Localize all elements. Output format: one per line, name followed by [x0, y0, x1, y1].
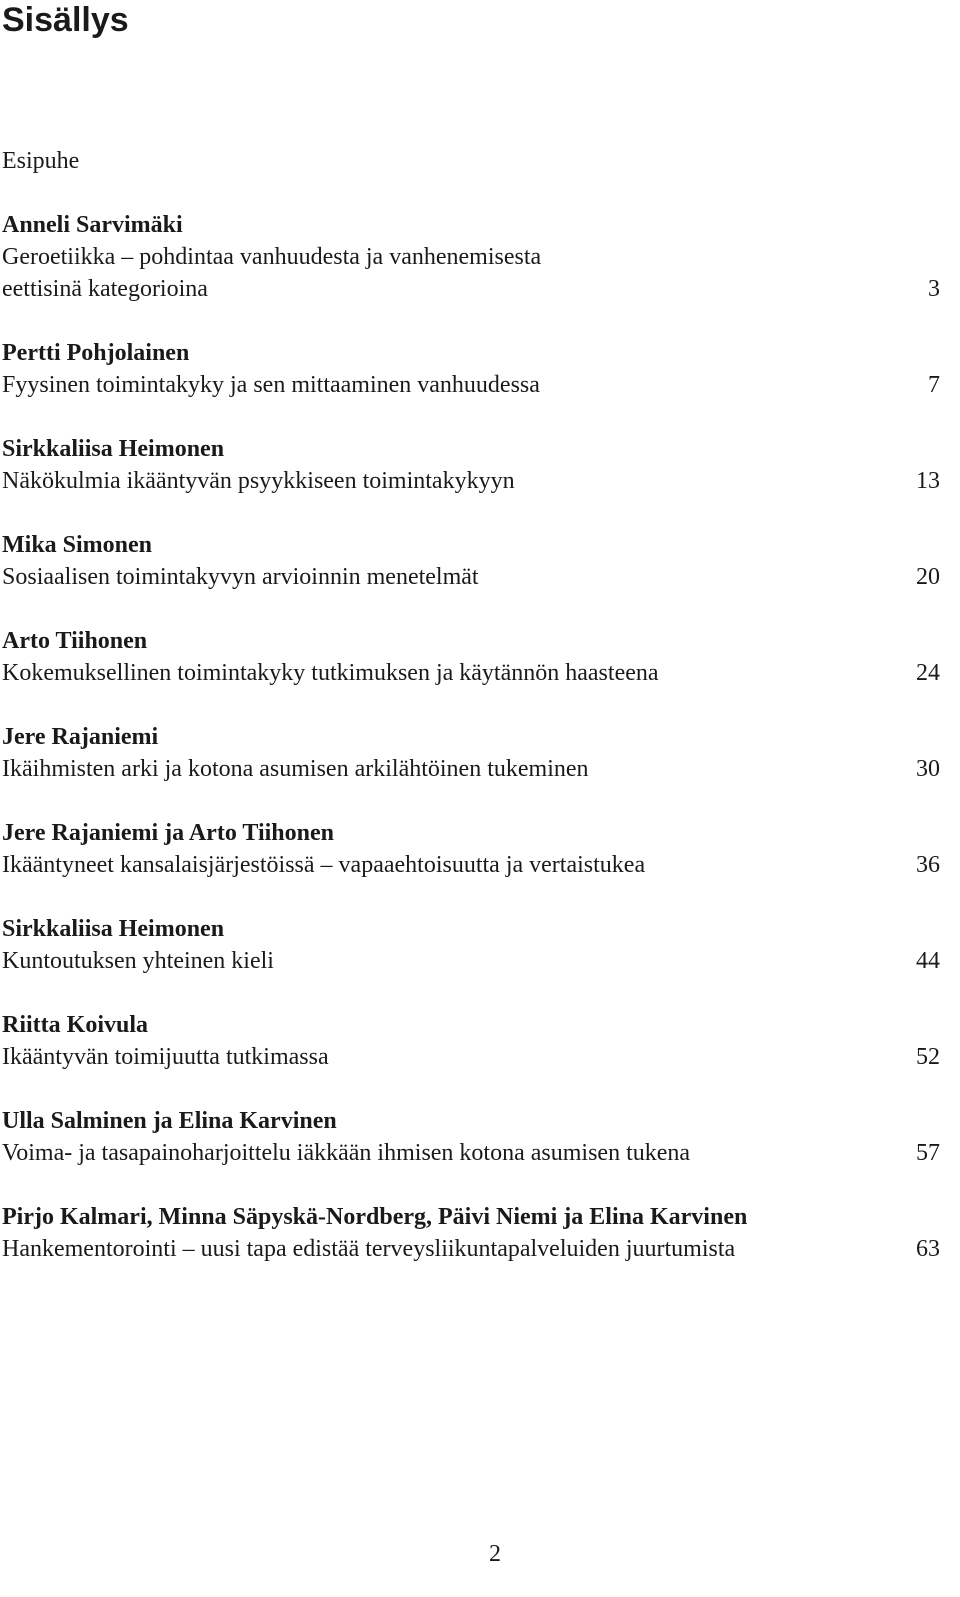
toc-page-number: 7	[928, 372, 940, 398]
toc-title-line	[2, 465, 940, 497]
toc-page-number: 57	[916, 1140, 940, 1166]
toc-page-number: 44	[916, 948, 940, 974]
toc-author: Ulla Salminen ja Elina Karvinen	[2, 1108, 337, 1134]
toc-author: Sirkkaliisa Heimonen	[2, 436, 225, 462]
footer-page-number: 2	[489, 1541, 501, 1567]
toc-page-number: 30	[916, 756, 940, 782]
table-of-contents	[2, 209, 940, 1297]
toc-page-number: 63	[916, 1236, 940, 1262]
toc-title: Kokemuksellinen toimintakyky tutkimuksen ja käytännön haasteena	[2, 660, 659, 686]
toc-title: Fyysinen toimintakyky ja sen mittaaminen vanhuudessa	[2, 372, 540, 398]
toc-author: Anneli Sarvimäki	[2, 212, 183, 238]
toc-author: Mika Simonen	[2, 532, 153, 558]
toc-page-number: 52	[916, 1044, 940, 1070]
toc-entry	[2, 913, 940, 977]
toc-title: Ikääntyvän toimijuutta tutkimassa	[2, 1044, 329, 1070]
toc-title-line	[2, 561, 940, 593]
toc-entry	[2, 529, 940, 593]
toc-author: Jere Rajaniemi	[2, 724, 159, 750]
toc-page-number: 24	[916, 660, 940, 686]
toc-author: Arto Tiihonen	[2, 628, 148, 654]
toc-author: Pertti Pohjolainen	[2, 340, 190, 366]
toc-title-line	[2, 369, 940, 401]
toc-title: Geroetiikka – pohdintaa vanhuudesta ja vanhenemisesta	[2, 244, 542, 270]
toc-title: Ikääntyneet kansalaisjärjestöissä – vapaaehtoisuutta ja vertaistukea	[2, 852, 646, 878]
toc-entry	[2, 721, 940, 785]
toc-entry	[2, 817, 940, 881]
toc-entry	[2, 1201, 940, 1265]
toc-title: Kuntoutuksen yhteinen kieli	[2, 948, 274, 974]
toc-author: Pirjo Kalmari, Minna Säpyskä-Nordberg, Päivi Niemi ja Elina Karvinen	[2, 1204, 748, 1230]
toc-entry	[2, 1009, 940, 1073]
toc-entry	[2, 1105, 940, 1169]
toc-title: Voima- ja tasapainoharjoittelu iäkkään ihmisen kotona asumisen tukena	[2, 1140, 691, 1166]
toc-title-line	[2, 1041, 940, 1073]
toc-title: Sosiaalisen toimintakyvyn arvioinnin menetelmät	[2, 564, 479, 590]
toc-title-line	[2, 753, 940, 785]
toc-title-line	[2, 945, 940, 977]
toc-title-line	[2, 241, 940, 273]
toc-title-line	[2, 273, 940, 305]
toc-title: Hankementorointi – uusi tapa edistää terveysliikuntapalveluiden juurtumista	[2, 1236, 736, 1262]
toc-page-number: 3	[928, 276, 940, 302]
toc-title-line	[2, 1233, 940, 1265]
toc-entry	[2, 625, 940, 689]
page-title: Sisällys	[2, 1, 129, 39]
toc-entry	[2, 209, 940, 305]
toc-author: Sirkkaliisa Heimonen	[2, 916, 225, 942]
toc-title: Näkökulmia ikääntyvän psyykkiseen toimintakykyyn	[2, 468, 515, 494]
toc-entry	[2, 337, 940, 401]
preface-entry: Esipuhe	[2, 148, 80, 174]
toc-title: eettisinä kategorioina	[2, 276, 208, 302]
toc-entry	[2, 433, 940, 497]
toc-page-number: 20	[916, 564, 940, 590]
toc-author: Jere Rajaniemi ja Arto Tiihonen	[2, 820, 334, 846]
toc-title-line	[2, 1137, 940, 1169]
toc-page-number: 36	[916, 852, 940, 878]
toc-title-line	[2, 657, 940, 689]
toc-author: Riitta Koivula	[2, 1012, 149, 1038]
toc-title: Ikäihmisten arki ja kotona asumisen arkilähtöinen tukeminen	[2, 756, 589, 782]
toc-page-number: 13	[916, 468, 940, 494]
toc-title-line	[2, 849, 940, 881]
